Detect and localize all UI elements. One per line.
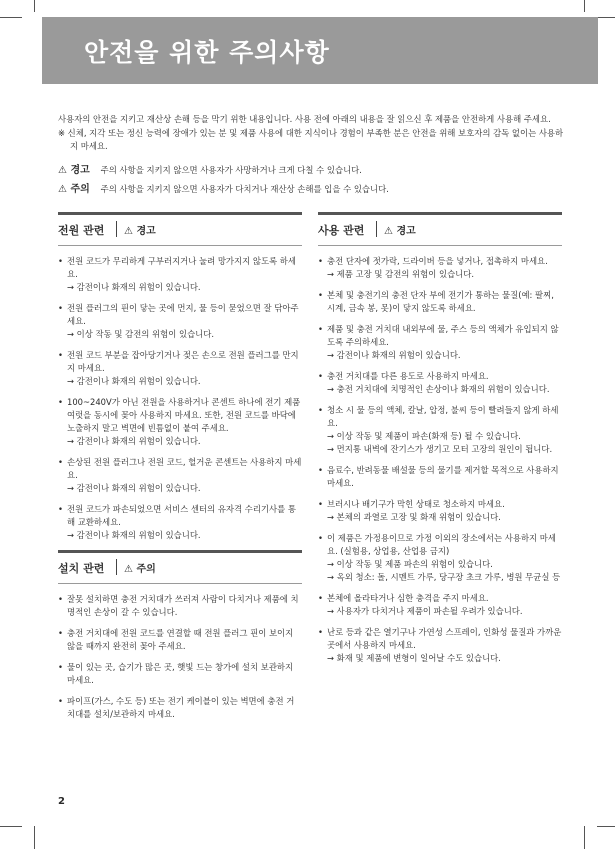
caution-triangle-icon: ⚠ [58,184,67,195]
item-text: 전원 플러그의 핀이 닿는 곳에 먼지, 물 등이 묻었으면 잘 닦아주세요. [67,303,299,326]
section-header-usage [318,212,562,246]
list-item [58,503,302,542]
bullet-icon: • [318,256,323,266]
intro-line: 사용자의 안전을 지키고 재산상 손해 등을 막기 위한 내용입니다. 사용 전에 아래의 내용을 잘 읽으신 후 제품을 안전하게 사용해 주세요. [58,114,551,124]
bullet-icon: • [318,593,323,603]
divider [116,221,117,237]
item-consequence: → 이상 작동 및 감전의 위험이 있습니다. [67,329,215,339]
install-items [58,593,302,721]
item-consequence: → 사용자가 다치거나 제품이 파손될 우려가 있습니다. [327,606,523,616]
list-item [318,370,562,396]
list-item [58,661,302,687]
bullet-icon: • [58,504,63,514]
crop-mark [0,17,22,18]
usage-items [318,255,562,665]
title-banner [42,17,598,84]
bullet-icon: • [58,397,63,407]
list-item [318,404,562,456]
item-text: 본체 및 충전기의 충전 단자 부에 전기가 통하는 물질(예: 팔찌, 시계, 금속 봉, 못)이 닿지 않도록 하세요. [327,290,554,313]
list-item [318,592,562,618]
bullet-icon: • [58,350,63,360]
section-title: 설치 관련 [58,562,105,575]
item-text: 본체에 올라타거나 심한 충격을 주지 마세요. [327,593,489,603]
bullet-icon: • [318,465,323,475]
item-text: 잘못 설치하면 충전 거치대가 쓰러져 사람이 다치거나 제품에 치명적인 손상이 갈 수 있습니다. [67,594,299,617]
bullet-icon: • [318,499,323,509]
item-consequence: → 감전이나 화재의 위험이 있습니다. [67,530,201,540]
bullet-icon: • [58,303,63,313]
bullet-icon: • [58,628,63,638]
list-item [58,456,302,495]
item-text: 전원 코드가 파손되었으면 서비스 센터의 유자격 수리기사를 통해 교환하세요. [67,504,296,527]
crop-mark [34,826,35,849]
crop-mark [0,826,22,827]
list-item [318,289,562,315]
bullet-icon: • [318,371,323,381]
item-consequence: → 감전이나 화재의 위험이 있습니다. [327,350,461,360]
list-item [318,626,562,665]
crop-mark [584,0,585,12]
legend-text: 주의 사항을 지키지 않으면 사용자가 다치거나 재산상 손해를 입을 수 있습니다. [100,184,389,194]
crop-mark [597,826,615,827]
section-title: 전원 관련 [58,224,105,237]
right-column [318,212,562,673]
item-text: 청소 시 물 등의 액체, 칼날, 압정, 불씨 등이 빨려들지 않게 하세요. [327,405,559,428]
item-text: 전원 코드 부분을 잡아당기거나 젖은 손으로 전원 플러그를 만지지 마세요. [67,350,299,373]
list-item [58,593,302,619]
item-consequence: → 이상 작동 및 제품이 파손(화재 등) 될 수 있습니다. [327,431,521,441]
left-column [58,212,302,729]
item-consequence: → 화재 및 제품에 변형이 일어날 수도 있습니다. [327,653,501,663]
item-text: 브러시나 배기구가 막힌 상태로 청소하지 마세요. [327,499,505,509]
item-consequence: → 감전이나 화재의 위험이 있습니다. [67,376,201,386]
bullet-icon: • [58,256,63,266]
crop-mark [34,0,35,12]
section-badge: ⚠ 주의 [124,564,156,575]
item-consequence: → 충전 거치대에 치명적인 손상이나 화재의 위험이 있습니다. [327,384,550,394]
list-item [318,498,562,524]
item-text: 난로 등과 같은 열기구나 가연성 스프레이, 인화성 물질과 가까운 곳에서 사용하지 마세요. [327,627,562,650]
item-consequence: → 먼지통 내벽에 잔기스가 생기고 모터 고장의 원인이 됩니다. [327,444,553,454]
item-text: 파이프(가스, 수도 등) 또는 전기 케이블이 있는 벽면에 충전 거치대를 설치/보관하지 마세요. [67,696,295,719]
warning-triangle-icon: ⚠ [124,226,133,237]
section-badge: ⚠ 경고 [124,226,156,237]
item-consequence: → 감전이나 화재의 위험이 있습니다. [67,436,201,446]
item-text: 충전 거치대에 전원 코드를 연결할 때 전원 플러그 핀이 보이지 않을 때까지 완전히 꽂아 주세요. [67,628,294,651]
list-item [58,349,302,388]
item-consequence: → 감전이나 화재의 위험이 있습니다. [67,282,201,292]
page-title: 안전을 위한 주의사항 [84,38,330,67]
legend-label: 경고 [70,165,90,176]
warning-triangle-icon: ⚠ [58,165,67,176]
item-text: 충전 단자에 젓가락, 드라이버 등을 넣거나, 접촉하지 마세요. [327,256,548,266]
divider [376,221,377,237]
item-consequence: → 본체의 과열로 고장 및 화재 위험이 있습니다. [327,512,501,522]
bullet-icon: • [58,662,63,672]
bullet-icon: • [318,627,323,637]
list-item [58,255,302,294]
legend-warning [58,164,362,177]
bullet-icon: • [318,324,323,334]
bullet-icon: • [58,696,63,706]
item-consequence: → 이상 작동 및 제품 파손의 위험이 있습니다. [327,559,493,569]
warning-triangle-icon: ⚠ [384,226,393,237]
section-header-install [58,550,302,584]
bullet-icon: • [58,457,63,467]
item-text: 충전 거치대를 다른 용도로 사용하지 마세요. [327,371,489,381]
crop-mark [597,17,615,18]
item-text: 손상된 전원 플러그나 전원 코드, 헐거운 콘센트는 사용하지 마세요. [67,457,302,480]
list-item [318,464,562,490]
item-consequence: → 제품 고장 및 감전의 위험이 있습니다. [327,269,475,279]
bullet-icon: • [318,533,323,543]
item-consequence: → 옥외 청소: 돌, 시멘트 가루, 당구장 초크 가루, 병원 무균실 등 [327,572,561,582]
list-item [318,323,562,362]
legend-label: 주의 [70,184,90,195]
legend-caution [58,183,389,196]
section-title: 사용 관련 [318,224,365,237]
item-text: 제품 및 충전 거치대 내외부에 물, 주스 등의 액체가 유입되지 않도록 주의하세요. [327,324,559,347]
list-item [58,302,302,341]
list-item [58,627,302,653]
list-item [318,255,562,281]
item-text: 물이 있는 곳, 습기가 많은 곳, 햇빛 드는 창가에 설치 보관하지 마세요. [67,662,294,685]
caution-triangle-icon: ⚠ [124,564,133,575]
power-items [58,255,302,542]
list-item [318,532,562,584]
crop-mark [584,826,585,849]
legend-text: 주의 사항을 지키지 않으면 사용자가 사망하거나 크게 다칠 수 있습니다. [100,165,362,175]
item-consequence: → 감전이나 화재의 위험이 있습니다. [67,483,201,493]
divider [116,559,117,575]
section-badge: ⚠ 경고 [384,226,416,237]
intro-text [58,113,568,154]
bullet-icon: • [58,594,63,604]
list-item [58,695,302,721]
item-text: 이 제품은 가정용이므로 가정 이외의 장소에서는 사용하지 마세요. (실험용, 상업용, 산업용 금지) [327,533,556,556]
section-header-power [58,212,302,246]
item-text: 100~240V가 아닌 전원을 사용하거나 콘센트 하나에 전기 제품 여럿을 동시에 꽂아 사용하지 마세요. 또한, 전원 코드를 바닥에 노출하지 말고 벽면에 빈틈없이 붙여 주세요. [67,397,301,433]
page-number: 2 [58,796,65,807]
list-item [58,396,302,448]
bullet-icon: • [318,290,323,300]
intro-note: ※ 신체, 지각 또는 정신 능력에 장애가 있는 분 및 제품 사용에 대한 지식이나 경험이 부족한 분은 안전을 위해 보호자의 감독 없이는 사용하지 마세요. [58,127,564,151]
item-text: 음료수, 반려동물 배설물 등의 물기를 제거할 목적으로 사용하지 마세요. [327,465,559,488]
item-text: 전원 코드가 무리하게 구부러지거나 눌려 망가지지 않도록 하세요. [67,256,296,279]
bullet-icon: • [318,405,323,415]
